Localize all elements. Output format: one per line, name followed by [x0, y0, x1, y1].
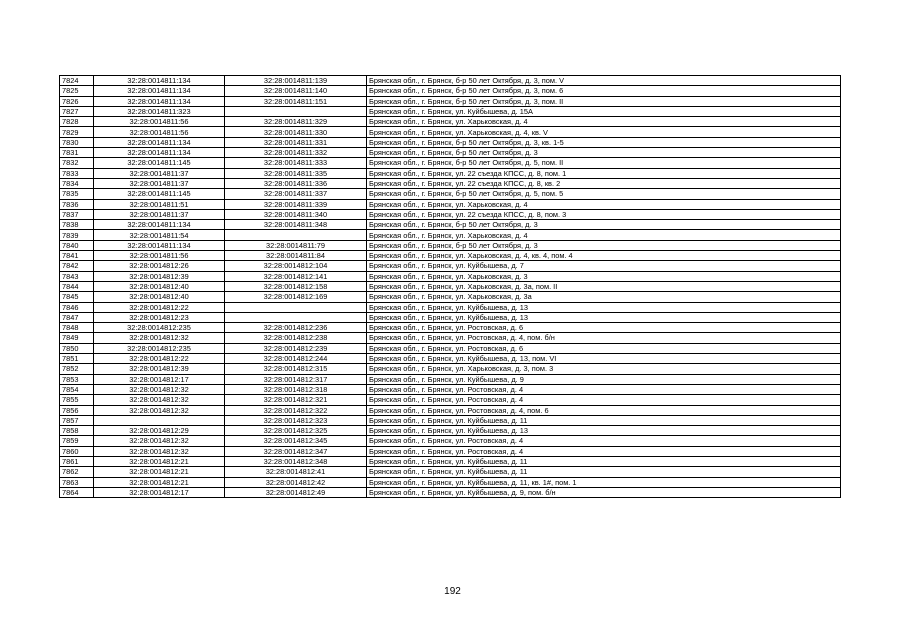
cadastral-number-cell: 32:28:0014812:347	[225, 446, 367, 456]
row-number-cell: 7861	[60, 456, 94, 466]
address-cell: Брянская обл., г. Брянск, ул. 22 съезда КПСС, д. 8, кв. 2	[367, 178, 841, 188]
cadastral-number-cell: 32:28:0014812:325	[225, 426, 367, 436]
parent-cadastral-cell: 32:28:0014811:37	[94, 178, 225, 188]
table-row	[60, 446, 841, 456]
row-number-cell: 7843	[60, 271, 94, 281]
table-row	[60, 302, 841, 312]
row-number-cell: 7842	[60, 261, 94, 271]
cadastral-number-cell: 32:28:0014812:169	[225, 292, 367, 302]
address-cell: Брянская обл., г. Брянск, ул. 22 съезда КПСС, д. 8, пом. 3	[367, 209, 841, 219]
row-number-cell: 7834	[60, 178, 94, 188]
table-row	[60, 96, 841, 106]
row-number-cell: 7854	[60, 384, 94, 394]
table-row	[60, 395, 841, 405]
address-cell: Брянская обл., г. Брянск, ул. Ростовская, д. 4	[367, 384, 841, 394]
cadastral-number-cell: 32:28:0014811:337	[225, 189, 367, 199]
parent-cadastral-cell: 32:28:0014812:39	[94, 271, 225, 281]
address-cell: Брянская обл., г. Брянск, ул. Ростовская, д. 4	[367, 436, 841, 446]
table-row	[60, 436, 841, 446]
table-row	[60, 323, 841, 333]
parent-cadastral-cell: 32:28:0014812:32	[94, 446, 225, 456]
table-row	[60, 281, 841, 291]
table-row	[60, 487, 841, 497]
table-row	[60, 456, 841, 466]
row-number-cell: 7857	[60, 415, 94, 425]
address-cell: Брянская обл., г. Брянск, ул. Харьковская, д. 4	[367, 117, 841, 127]
address-cell: Брянская обл., г. Брянск, ул. Куйбышева, д. 13	[367, 302, 841, 312]
parent-cadastral-cell: 32:28:0014812:21	[94, 456, 225, 466]
address-cell: Брянская обл., г. Брянск, ул. Харьковская, д. 4	[367, 230, 841, 240]
row-number-cell: 7830	[60, 137, 94, 147]
cadastral-number-cell: 32:28:0014812:321	[225, 395, 367, 405]
address-cell: Брянская обл., г. Брянск, ул. 22 съезда КПСС, д. 8, пом. 1	[367, 168, 841, 178]
table-row	[60, 189, 841, 199]
cadastral-number-cell: 32:28:0014811:333	[225, 158, 367, 168]
address-cell: Брянская обл., г. Брянск, б-р 50 лет Октября, д. 3, кв. 1-5	[367, 137, 841, 147]
address-cell: Брянская обл., г. Брянск, б-р 50 лет Октября, д. 3, пом. 6	[367, 86, 841, 96]
cadastral-number-cell: 32:28:0014811:330	[225, 127, 367, 137]
cadastral-number-cell: 32:28:0014812:315	[225, 364, 367, 374]
address-cell: Брянская обл., г. Брянск, ул. Ростовская, д. 6	[367, 323, 841, 333]
cadastral-number-cell: 32:28:0014812:238	[225, 333, 367, 343]
parent-cadastral-cell: 32:28:0014811:134	[94, 96, 225, 106]
cadastral-number-cell: 32:28:0014811:336	[225, 178, 367, 188]
cadastral-number-cell: 32:28:0014812:41	[225, 467, 367, 477]
cadastral-number-cell: 32:28:0014811:140	[225, 86, 367, 96]
cadastral-number-cell: 32:28:0014811:329	[225, 117, 367, 127]
row-number-cell: 7824	[60, 76, 94, 86]
parent-cadastral-cell: 32:28:0014812:17	[94, 374, 225, 384]
parent-cadastral-cell: 32:28:0014812:235	[94, 323, 225, 333]
cadastral-number-cell: 32:28:0014811:79	[225, 240, 367, 250]
row-number-cell: 7859	[60, 436, 94, 446]
address-cell: Брянская обл., г. Брянск, ул. Ростовская, д. 4, пом. 6	[367, 405, 841, 415]
row-number-cell: 7837	[60, 209, 94, 219]
parent-cadastral-cell: 32:28:0014811:134	[94, 148, 225, 158]
address-cell: Брянская обл., г. Брянск, ул. Куйбышева, д. 15А	[367, 106, 841, 116]
cadastral-number-cell: 32:28:0014812:345	[225, 436, 367, 446]
table-row	[60, 209, 841, 219]
parent-cadastral-cell: 32:28:0014811:37	[94, 168, 225, 178]
address-cell: Брянская обл., г. Брянск, ул. Ростовская, д. 4	[367, 395, 841, 405]
table-row	[60, 148, 841, 158]
parent-cadastral-cell: 32:28:0014811:323	[94, 106, 225, 116]
row-number-cell: 7858	[60, 426, 94, 436]
table-row	[60, 364, 841, 374]
row-number-cell: 7836	[60, 199, 94, 209]
table-row	[60, 271, 841, 281]
table-row	[60, 467, 841, 477]
table-row	[60, 261, 841, 271]
parent-cadastral-cell: 32:28:0014811:54	[94, 230, 225, 240]
row-number-cell: 7829	[60, 127, 94, 137]
row-number-cell: 7839	[60, 230, 94, 240]
parent-cadastral-cell: 32:28:0014811:56	[94, 251, 225, 261]
parent-cadastral-cell: 32:28:0014811:134	[94, 220, 225, 230]
address-cell: Брянская обл., г. Брянск, ул. Куйбышева, д. 11	[367, 467, 841, 477]
cadastral-number-cell: 32:28:0014812:322	[225, 405, 367, 415]
parent-cadastral-cell: 32:28:0014811:134	[94, 76, 225, 86]
row-number-cell: 7835	[60, 189, 94, 199]
table-row	[60, 292, 841, 302]
address-cell: Брянская обл., г. Брянск, ул. Куйбышева, д. 11, кв. 1#, пом. 1	[367, 477, 841, 487]
address-cell: Брянская обл., г. Брянск, ул. Куйбышева, д. 11	[367, 456, 841, 466]
address-cell: Брянская обл., г. Брянск, б-р 50 лет Октября, д. 3, пом. II	[367, 96, 841, 106]
parent-cadastral-cell: 32:28:0014812:17	[94, 487, 225, 497]
cadastral-number-cell: 32:28:0014812:42	[225, 477, 367, 487]
parent-cadastral-cell: 32:28:0014812:40	[94, 292, 225, 302]
cadastral-number-cell	[225, 312, 367, 322]
row-number-cell: 7850	[60, 343, 94, 353]
parent-cadastral-cell: 32:28:0014812:40	[94, 281, 225, 291]
cadastral-number-cell: 32:28:0014812:348	[225, 456, 367, 466]
cadastral-number-cell: 32:28:0014811:348	[225, 220, 367, 230]
table-row	[60, 240, 841, 250]
cadastral-number-cell	[225, 230, 367, 240]
table-row	[60, 312, 841, 322]
parent-cadastral-cell: 32:28:0014811:145	[94, 189, 225, 199]
parent-cadastral-cell: 32:28:0014812:39	[94, 364, 225, 374]
table-row	[60, 426, 841, 436]
table-row	[60, 86, 841, 96]
address-cell: Брянская обл., г. Брянск, ул. Куйбышева, д. 7	[367, 261, 841, 271]
row-number-cell: 7845	[60, 292, 94, 302]
table-row	[60, 333, 841, 343]
row-number-cell: 7833	[60, 168, 94, 178]
table-row	[60, 384, 841, 394]
address-cell: Брянская обл., г. Брянск, ул. Куйбышева, д. 13	[367, 426, 841, 436]
row-number-cell: 7864	[60, 487, 94, 497]
address-cell: Брянская обл., г. Брянск, ул. Харьковская, д. 4	[367, 199, 841, 209]
cadastral-number-cell: 32:28:0014812:323	[225, 415, 367, 425]
cadastral-number-cell: 32:28:0014812:49	[225, 487, 367, 497]
cadastral-number-cell: 32:28:0014811:340	[225, 209, 367, 219]
cadastral-number-cell: 32:28:0014811:339	[225, 199, 367, 209]
table-row	[60, 76, 841, 86]
address-cell: Брянская обл., г. Брянск, б-р 50 лет Октября, д. 3	[367, 148, 841, 158]
parent-cadastral-cell: 32:28:0014812:32	[94, 436, 225, 446]
row-number-cell: 7828	[60, 117, 94, 127]
table-row	[60, 343, 841, 353]
parent-cadastral-cell: 32:28:0014812:26	[94, 261, 225, 271]
page-number: 192	[444, 586, 461, 597]
address-cell: Брянская обл., г. Брянск, ул. Харьковская, д. 3, пом. 3	[367, 364, 841, 374]
table-row	[60, 251, 841, 261]
row-number-cell: 7849	[60, 333, 94, 343]
parent-cadastral-cell: 32:28:0014812:32	[94, 384, 225, 394]
parent-cadastral-cell: 32:28:0014812:32	[94, 395, 225, 405]
table-row	[60, 106, 841, 116]
row-number-cell: 7840	[60, 240, 94, 250]
cadastral-number-cell: 32:28:0014811:331	[225, 137, 367, 147]
address-cell: Брянская обл., г. Брянск, б-р 50 лет Октября, д. 5, пом. 5	[367, 189, 841, 199]
address-cell: Брянская обл., г. Брянск, ул. Харьковская, д. 4, кв. V	[367, 127, 841, 137]
address-cell: Брянская обл., г. Брянск, б-р 50 лет Октября, д. 3	[367, 220, 841, 230]
parent-cadastral-cell: 32:28:0014812:22	[94, 302, 225, 312]
registry-table-body	[60, 76, 841, 498]
address-cell: Брянская обл., г. Брянск, ул. Куйбышева, д. 13	[367, 312, 841, 322]
address-cell: Брянская обл., г. Брянск, ул. Ростовская, д. 6	[367, 343, 841, 353]
row-number-cell: 7825	[60, 86, 94, 96]
table-row	[60, 477, 841, 487]
cadastral-number-cell: 32:28:0014812:239	[225, 343, 367, 353]
row-number-cell: 7853	[60, 374, 94, 384]
table-row	[60, 168, 841, 178]
row-number-cell: 7826	[60, 96, 94, 106]
cadastral-number-cell: 32:28:0014812:141	[225, 271, 367, 281]
row-number-cell: 7851	[60, 354, 94, 364]
address-cell: Брянская обл., г. Брянск, б-р 50 лет Октября, д. 5, пом. II	[367, 158, 841, 168]
cadastral-number-cell	[225, 106, 367, 116]
address-cell: Брянская обл., г. Брянск, ул. Харьковская, д. 3а, пом. II	[367, 281, 841, 291]
cadastral-number-cell: 32:28:0014812:244	[225, 354, 367, 364]
cadastral-number-cell: 32:28:0014812:104	[225, 261, 367, 271]
row-number-cell: 7844	[60, 281, 94, 291]
row-number-cell: 7860	[60, 446, 94, 456]
row-number-cell: 7832	[60, 158, 94, 168]
cadastral-number-cell: 32:28:0014811:332	[225, 148, 367, 158]
cadastral-number-cell: 32:28:0014811:139	[225, 76, 367, 86]
parent-cadastral-cell: 32:28:0014812:235	[94, 343, 225, 353]
row-number-cell: 7831	[60, 148, 94, 158]
table-row	[60, 230, 841, 240]
parent-cadastral-cell: 32:28:0014811:56	[94, 117, 225, 127]
registry-table	[59, 75, 841, 498]
row-number-cell: 7856	[60, 405, 94, 415]
row-number-cell: 7855	[60, 395, 94, 405]
parent-cadastral-cell: 32:28:0014812:21	[94, 477, 225, 487]
parent-cadastral-cell: 32:28:0014812:22	[94, 354, 225, 364]
parent-cadastral-cell: 32:28:0014811:134	[94, 86, 225, 96]
table-row	[60, 137, 841, 147]
table-row	[60, 117, 841, 127]
address-cell: Брянская обл., г. Брянск, ул. Харьковская, д. 3	[367, 271, 841, 281]
cadastral-number-cell: 32:28:0014812:236	[225, 323, 367, 333]
row-number-cell: 7847	[60, 312, 94, 322]
parent-cadastral-cell: 32:28:0014812:23	[94, 312, 225, 322]
parent-cadastral-cell: 32:28:0014811:134	[94, 137, 225, 147]
parent-cadastral-cell: 32:28:0014811:134	[94, 240, 225, 250]
row-number-cell: 7838	[60, 220, 94, 230]
table-row	[60, 127, 841, 137]
row-number-cell: 7862	[60, 467, 94, 477]
address-cell: Брянская обл., г. Брянск, ул. Харьковская, д. 3а	[367, 292, 841, 302]
table-row	[60, 374, 841, 384]
address-cell: Брянская обл., г. Брянск, б-р 50 лет Октября, д. 3	[367, 240, 841, 250]
table-row	[60, 199, 841, 209]
parent-cadastral-cell: 32:28:0014812:21	[94, 467, 225, 477]
address-cell: Брянская обл., г. Брянск, ул. Ростовская, д. 4, пом. б/н	[367, 333, 841, 343]
row-number-cell: 7846	[60, 302, 94, 312]
row-number-cell: 7827	[60, 106, 94, 116]
address-cell: Брянская обл., г. Брянск, ул. Куйбышева, д. 9, пом. б/н	[367, 487, 841, 497]
cadastral-number-cell: 32:28:0014811:335	[225, 168, 367, 178]
parent-cadastral-cell: 32:28:0014812:32	[94, 405, 225, 415]
row-number-cell: 7841	[60, 251, 94, 261]
table-row	[60, 405, 841, 415]
cadastral-number-cell	[225, 302, 367, 312]
table-row	[60, 415, 841, 425]
cadastral-number-cell: 32:28:0014811:151	[225, 96, 367, 106]
parent-cadastral-cell: 32:28:0014812:32	[94, 333, 225, 343]
parent-cadastral-cell	[94, 415, 225, 425]
table-row	[60, 354, 841, 364]
row-number-cell: 7863	[60, 477, 94, 487]
parent-cadastral-cell: 32:28:0014811:145	[94, 158, 225, 168]
table-row	[60, 158, 841, 168]
table-row	[60, 220, 841, 230]
parent-cadastral-cell: 32:28:0014811:37	[94, 209, 225, 219]
table-row	[60, 178, 841, 188]
address-cell: Брянская обл., г. Брянск, ул. Куйбышева, д. 9	[367, 374, 841, 384]
parent-cadastral-cell: 32:28:0014811:56	[94, 127, 225, 137]
address-cell: Брянская обл., г. Брянск, б-р 50 лет Октября, д. 3, пом. V	[367, 76, 841, 86]
row-number-cell: 7852	[60, 364, 94, 374]
parent-cadastral-cell: 32:28:0014811:51	[94, 199, 225, 209]
address-cell: Брянская обл., г. Брянск, ул. Куйбышева, д. 11	[367, 415, 841, 425]
cadastral-number-cell: 32:28:0014811:84	[225, 251, 367, 261]
row-number-cell: 7848	[60, 323, 94, 333]
cadastral-number-cell: 32:28:0014812:318	[225, 384, 367, 394]
cadastral-number-cell: 32:28:0014812:317	[225, 374, 367, 384]
parent-cadastral-cell: 32:28:0014812:29	[94, 426, 225, 436]
cadastral-number-cell: 32:28:0014812:158	[225, 281, 367, 291]
address-cell: Брянская обл., г. Брянск, ул. Куйбышева, д. 13, пом. VI	[367, 354, 841, 364]
address-cell: Брянская обл., г. Брянск, ул. Харьковская, д. 4, кв. 4, пом. 4	[367, 251, 841, 261]
address-cell: Брянская обл., г. Брянск, ул. Ростовская, д. 4	[367, 446, 841, 456]
